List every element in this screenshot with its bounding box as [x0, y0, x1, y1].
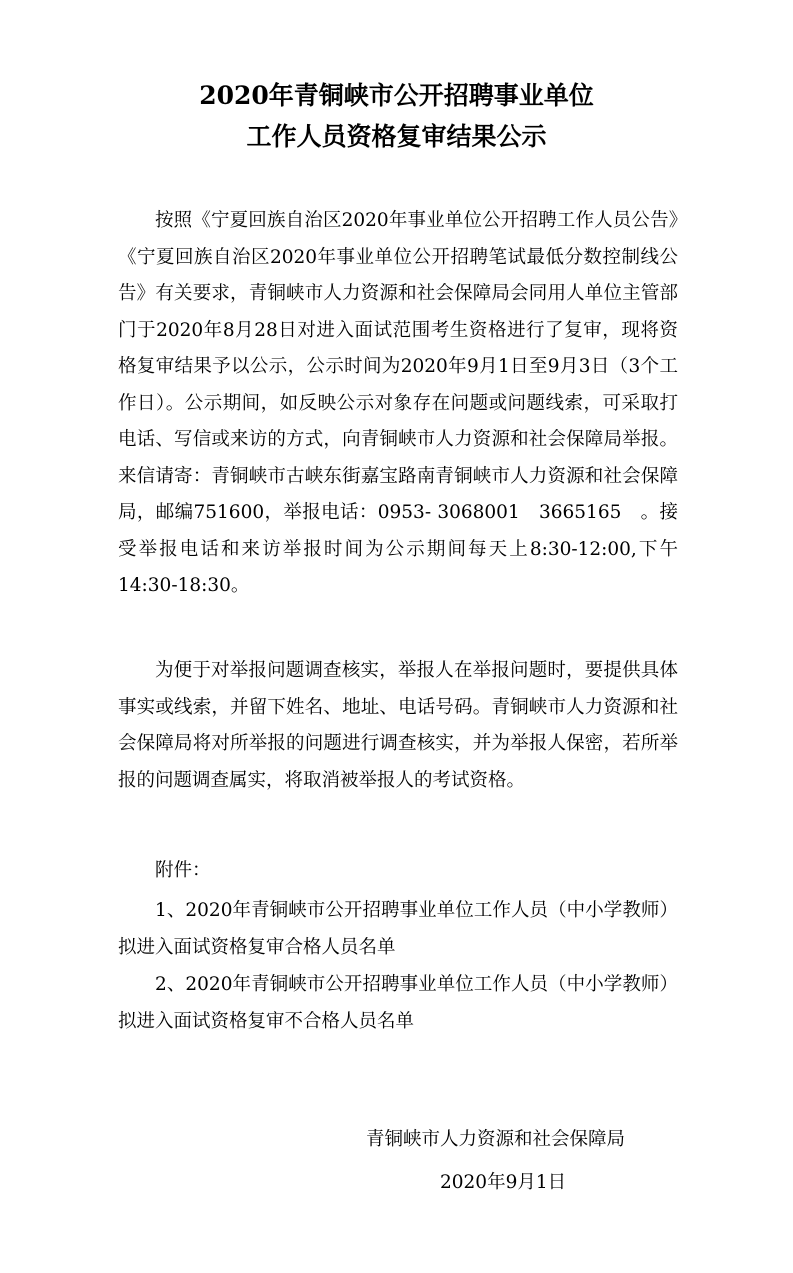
- attachment-item-2: 2、2020年青铜峡市公开招聘事业单位工作人员（中小学教师）拟进入面试资格复审不合格人员名单: [118, 974, 678, 1032]
- body-paragraph-reporting: 为便于对举报问题调查核实，举报人在举报问题时，要提供具体事实或线索，并留下姓名、地址、电话号码。青铜峡市人力资源和社会保障局将对所举报的问题进行调查核实，并为举报人保密，若所举报的问题调查属实，将取消被举报人的考试资格。: [118, 660, 678, 791]
- document-title-line-2: 工作人员资格复审结果公示: [246, 122, 547, 151]
- signature-date: 2020年9月1日: [440, 1172, 567, 1193]
- signature-organization: 青铜峡市人力资源和社会保障局: [366, 1129, 626, 1150]
- body-paragraph-notice: 按照《宁夏回族自治区2020年事业单位公开招聘工作人员公告》《宁夏回族自治区2020年事业单位公开招聘笔试最低分数控制线公告》有关要求，青铜峡市人力资源和社会保障局会同用人单位主管部门于2020年8月28日对进入面试范围考生资格进行了复审，现将资格复审结果予以公示，公示时间为2020年9月1日至9月3日（3个工作日）。公示期间，如反映公示对象存在问题或问题线索，可采取打电话、写信或来访的方式，向青铜峡市人力资源和社会保障局举报。来信请寄：青铜峡市古峡东街嘉宝路南青铜峡市人力资源和社会保障局，邮编751600，举报电话：0953- 3068001 3665165 。接受举报电话和来访举报时间为公示期间每天上8:30-12:00,下午14:30-18:30。: [118, 210, 678, 596]
- document-title-line-1: 2020年青铜峡市公开招聘事业单位: [199, 81, 594, 110]
- attachment-item-1: 1、2020年青铜峡市公开招聘事业单位工作人员（中小学教师）拟进入面试资格复审合格人员名单: [118, 900, 678, 958]
- attachments-label: 附件：: [155, 860, 211, 881]
